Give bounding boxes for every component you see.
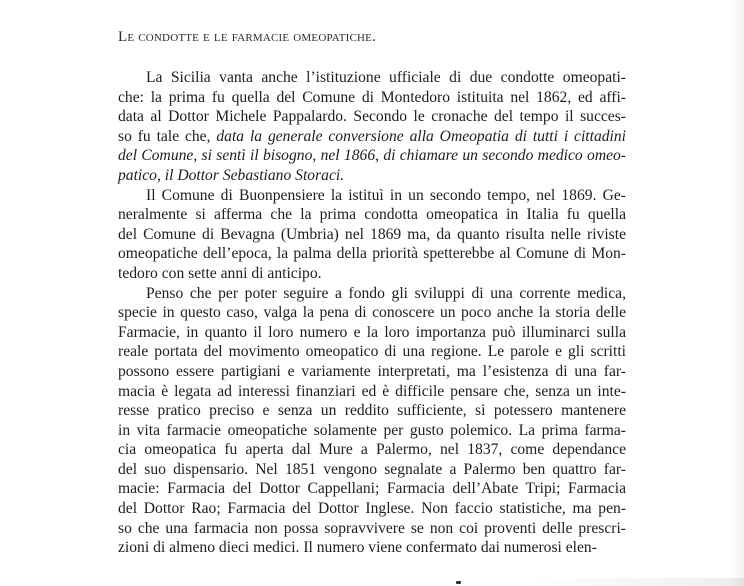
text-segment: possono essere partigiani e variamente interpretati, ma l’esistenza di una far- — [118, 362, 626, 380]
paragraph — [118, 284, 626, 558]
text-line — [118, 146, 626, 166]
text-line — [118, 205, 626, 225]
italic-text: patico, il Dottor Sebastiano Storaci. — [118, 166, 345, 184]
paragraph — [118, 68, 626, 186]
body-text — [118, 68, 626, 558]
text-segment: Il Comune di Buonpensiere la istituì in un secondo tempo, nel 1869. Ge- — [146, 186, 626, 204]
text-segment: macia è legata ad interessi finanziari ed è difficile pensare che, senza un inte- — [118, 382, 626, 400]
text-line — [118, 264, 626, 284]
text-line — [118, 538, 626, 558]
text-line — [118, 68, 626, 88]
text-segment: so che una farmacia non possa sopravvivere se non coi proventi delle prescri- — [118, 519, 626, 537]
scan-speck — [456, 581, 461, 584]
text-line — [118, 127, 626, 147]
text-line — [118, 284, 626, 304]
text-line — [118, 479, 626, 499]
text-segment: omeopatiche dell’epoca, la palma della priorità spetterebbe al Comune di Mon- — [118, 245, 626, 263]
chapter-heading: Le condotte e le farmacie omeopatiche. — [118, 29, 377, 45]
text-segment: data al Dottor Michele Pappalardo. Secondo le cronache del tempo il succes- — [118, 108, 626, 126]
text-segment: macie: Farmacia del Dottor Cappellani; Farmacia dell’Abate Tripi; Farmacia — [118, 480, 626, 498]
text-line — [118, 499, 626, 519]
text-segment: resse pratico preciso e senza un reddito sufficiente, si potessero mantenere — [118, 402, 626, 420]
scan-bottom-shadow — [520, 578, 744, 586]
text-segment: del Dottor Rao; Farmacia del Dottor Inglese. Non faccio statistiche, ma pen- — [118, 500, 626, 518]
text-line — [118, 440, 626, 460]
text-line — [118, 382, 626, 402]
text-segment: so fu tale che, — [118, 127, 217, 145]
text-line — [118, 225, 626, 245]
text-line — [118, 362, 626, 382]
text-line — [118, 342, 626, 362]
text-segment: La Sicilia vanta anche l’istituzione ufficiale di due condotte omeopati- — [146, 69, 626, 86]
text-segment: Penso che per poter seguire a fondo gli sviluppi di una corrente medica, — [146, 284, 626, 302]
text-line — [118, 401, 626, 421]
text-line — [118, 107, 626, 127]
scan-edge-shadow — [730, 0, 744, 586]
text-line — [118, 519, 626, 539]
italic-text: data la generale conversione alla Omeopatia di tutti i cittadini — [216, 127, 626, 145]
italic-text: del Comune, si sentì il bisogno, nel 1866, di chiamare un secondo medico omeo- — [118, 147, 626, 165]
text-segment: tedoro con sette anni di anticipo. — [118, 264, 322, 282]
text-line — [118, 460, 626, 480]
text-segment: zioni di almeno dieci medici. Il numero viene confermato dai numerosi elen- — [118, 539, 597, 557]
text-segment: cia omeopatica fu aperta dal Mure a Palermo, nel 1837, come dependance — [118, 441, 626, 459]
text-segment: Farmacie, in quanto il loro numero e la loro importanza può illuminarci sulla — [118, 323, 626, 341]
text-segment: neralmente si afferma che la prima condotta omeopatica in Italia fu quella — [118, 206, 626, 224]
text-line — [118, 186, 626, 206]
text-line — [118, 421, 626, 441]
text-line — [118, 88, 626, 108]
text-line — [118, 166, 626, 186]
text-line — [118, 244, 626, 264]
text-line — [118, 323, 626, 343]
text-segment: del suo dispensario. Nel 1851 vengono segnalate a Palermo ben quattro far- — [118, 460, 626, 478]
text-segment: in vita farmacie omeopatiche solamente per gusto polemico. La prima farma- — [118, 421, 626, 439]
text-segment: che: la prima fu quella del Comune di Montedoro istituita nel 1862, ed affi- — [118, 88, 626, 106]
text-segment: specie in questo caso, valga la pena di conoscere un poco anche la storia delle — [118, 304, 626, 322]
text-segment: reale portata del movimento omeopatico di una regione. Le parole e gli scritti — [118, 343, 626, 361]
paragraph — [118, 186, 626, 284]
text-segment: del Comune di Bevagna (Umbria) nel 1869 ma, da quanto risulta nelle riviste — [118, 225, 626, 243]
text-line — [118, 303, 626, 323]
